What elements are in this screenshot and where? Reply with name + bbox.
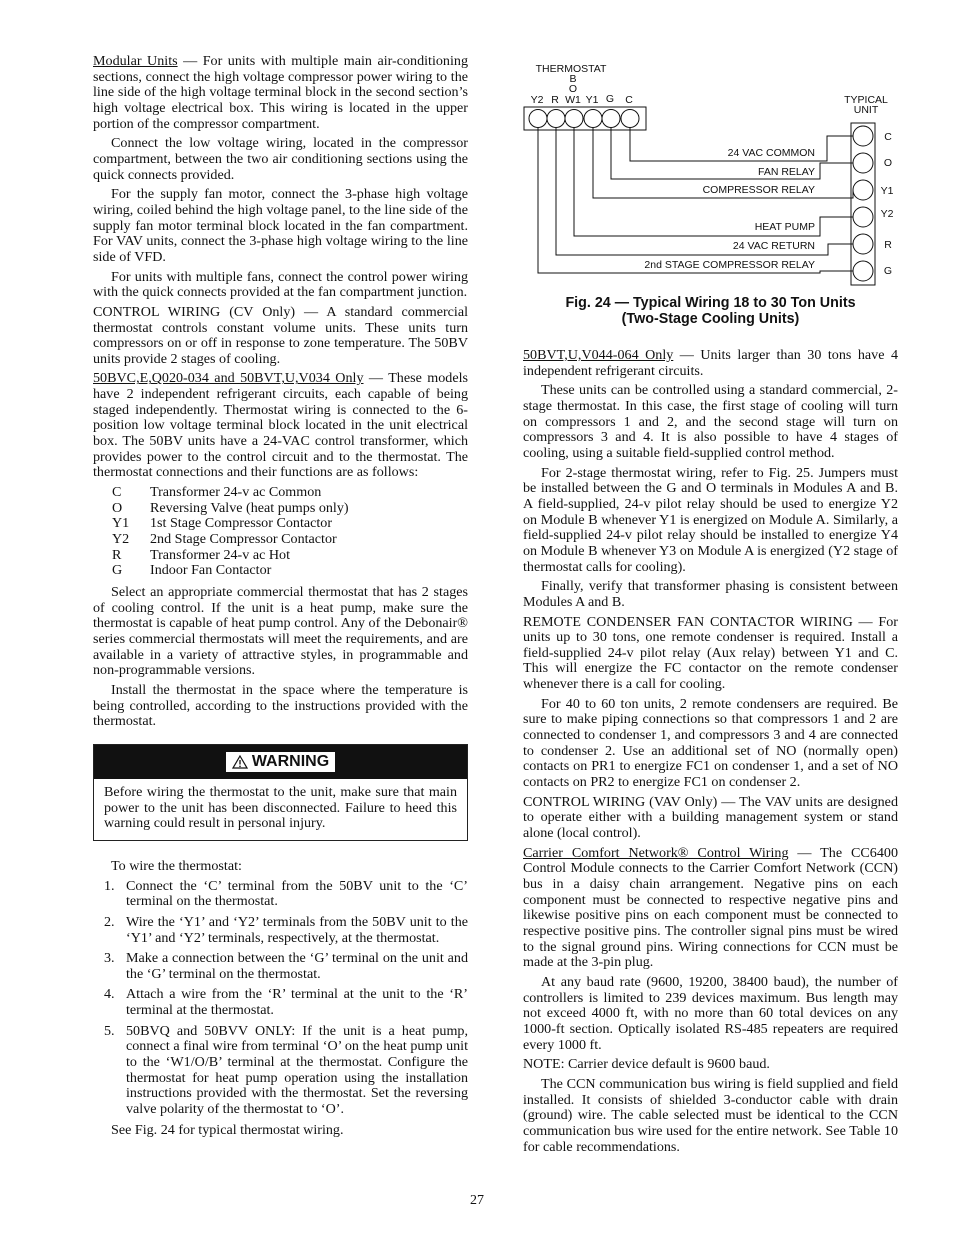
- unit-terminal-label: Y2: [880, 208, 894, 220]
- terminal-key: G: [112, 562, 123, 579]
- stat-terminal: [529, 110, 547, 128]
- warning-header: [94, 745, 467, 779]
- terminal-desc: 2nd Stage Compressor Contactor: [150, 531, 337, 548]
- stat-terminal-label: Y2: [530, 94, 544, 106]
- terminal-row: [112, 516, 468, 532]
- unit-terminal-label: O: [883, 157, 893, 169]
- figure-caption-line: (Two-Stage Cooling Units): [621, 311, 800, 327]
- paragraph: Install the thermostat in the space where the temperature is being controlled, according to the instructions provided with the thermostat.: [93, 681, 468, 730]
- thermostat-o-label: O: [568, 83, 578, 95]
- list-item: [93, 879, 468, 910]
- warning-label-text: WARNING: [251, 753, 330, 771]
- terminal-desc: Transformer 24-v ac Common: [150, 484, 322, 501]
- terminal-row: [112, 485, 468, 501]
- wire-label: HEAT PUMP: [754, 221, 815, 233]
- section-title: Modular Units: [93, 53, 178, 69]
- paragraph-text: — For units with multiple main air-conditioning sections, connect the high voltage compressor power wiring to the line side of the high voltage terminal block in the second section’s high voltage electrical box. This wiring is located in the upper portion of the compressor compartment.: [93, 53, 468, 132]
- unit-terminal: [853, 261, 873, 281]
- unit-label: UNIT: [853, 104, 879, 116]
- wire-label: COMPRESSOR RELAY: [702, 184, 815, 196]
- wire-label: 24 VAC RETURN: [732, 240, 815, 252]
- paragraph: Finally, verify that transformer phasing is consistent between Modules A and B.: [523, 578, 898, 610]
- stat-terminal: [602, 110, 620, 128]
- paragraph-text: — The CC6400 Control Module connects to the Carrier Comfort Network (CCN) bus in a daisy chain arrangement. Negative pins on each component must be connected to respective negative pins and likewise positive pins on each component must be connected to respective positive pins. The controller signal pins must be wired to the signal ground pins. Wiring connections for CCN must be made at the 3-pin plug.: [523, 844, 898, 971]
- stat-terminal-label: Y1: [585, 94, 599, 106]
- terminal-key: O: [112, 499, 123, 516]
- step-number: 4.: [104, 986, 115, 1003]
- paragraph: [523, 846, 898, 971]
- list-item: [93, 951, 468, 982]
- wiring-diagram: [523, 58, 903, 298]
- terminal-row: [112, 548, 468, 564]
- paragraph: For 2-stage thermostat wiring, refer to Fig. 25. Jumpers must be installed between the G and O terminals in Modules A and B. A field-supplied, 24-v pilot relay should be used to energize Y2 on Module B whenever Y1 is energized on Module A. Similarly, a field-supplied 24-v pilot relay should be installed to energize Y4 on Module B whenever Y3 on Module A is energized (Y2 stage of thermostat calls for cooling).: [523, 464, 898, 575]
- paragraph: Select an appropriate commercial thermostat that has 2 stages of cooling control. If the unit is a heat pump, make sure the thermostat is capable of heat pump control. Any of the Debonair® series commercial thermostats will meet the requirements, and are available in a variety of attractive styles, in programmable and non-programmable versions.: [93, 584, 468, 679]
- stat-terminal-label: C: [625, 94, 633, 106]
- step-number: 5.: [104, 1022, 115, 1039]
- step-text: Make a connection between the ‘G’ terminal on the unit and the ‘G’ terminal on the thermostat.: [126, 950, 468, 982]
- paragraph: [93, 371, 468, 481]
- paragraph-text: — These models have 2 independent refrigerant circuits, each capable of being staged independently. Thermostat wiring is connected to the 6-position low voltage terminal block located in the unit electrical box. The 50BV units have a 24-VAC control transformer, which provides power to the control circuit and to the thermostat. The thermostat connections and their functions are as follows:: [93, 370, 468, 481]
- terminal-desc: 1st Stage Compressor Contactor: [150, 515, 333, 532]
- step-text: Wire the ‘Y1’ and ‘Y2’ terminals from the 50BV unit to the ‘Y1’ and ‘Y2’ terminals, respectively, at the thermostat.: [126, 913, 468, 946]
- section-title: 50BVC,E,Q020-034 and 50BVT,U,V034 Only: [93, 370, 364, 387]
- terminal-desc: Transformer 24-v ac Hot: [150, 546, 290, 563]
- terminal-list: [112, 485, 468, 579]
- paragraph: These units can be controlled using a standard commercial, 2-stage thermostat. In this case, the first stage of cooling will turn on compressors 1 and 2, and the second stage will turn on compressors 3 and 4. It is also possible to have 4 stages of cooling, using a suitable field-supplied control method.: [523, 382, 898, 461]
- step-number: 3.: [104, 950, 115, 967]
- unit-terminal-label: R: [884, 239, 892, 251]
- warning-triangle-icon: [232, 755, 248, 769]
- thermostat-b-label: B: [569, 73, 577, 85]
- unit-terminal: [853, 207, 873, 227]
- wire-label: 24 VAC COMMON: [727, 147, 815, 159]
- list-item: [93, 1024, 468, 1118]
- unit-terminal-label: Y1: [880, 185, 894, 197]
- stat-terminal: [547, 110, 565, 128]
- stat-terminal: [565, 110, 583, 128]
- stat-terminal-label: W1: [565, 94, 581, 106]
- left-column: [93, 54, 468, 1142]
- page-number: 27: [470, 1193, 484, 1208]
- paragraph: REMOTE CONDENSER FAN CONTACTOR WIRING — For units up to 30 tons, one remote condenser is required. Install a field-supplied 24-v pilot relay (Aux relay) between Y1 and C. This will energize the FC contactor on the remote condenser whenever there is a call for cooling.: [523, 613, 898, 693]
- wire-label: 2nd STAGE COMPRESSOR RELAY: [644, 259, 815, 271]
- paragraph: [523, 348, 898, 379]
- paragraph: Connect the low voltage wiring, located in the compressor compartment, between the two air conditioning sections using the quick connects provided.: [93, 135, 468, 183]
- paragraph: For the supply fan motor, connect the 3-phase high voltage wiring, coiled behind the high voltage panel, to the line side of the supply fan motor terminal block located in the fan compartment. For VAV units, connect the 3-phase high voltage wiring to the line side of VFD.: [93, 186, 468, 265]
- terminal-desc: Reversing Valve (heat pumps only): [150, 499, 349, 516]
- thermostat-label: THERMOSTAT: [535, 63, 607, 75]
- step-number: 2.: [104, 913, 115, 930]
- right-column: [523, 348, 898, 1159]
- terminal-row: [112, 532, 468, 548]
- figure-caption: [523, 295, 898, 327]
- terminal-key: C: [112, 484, 122, 501]
- terminal-key: R: [112, 546, 122, 563]
- paragraph: CONTROL WIRING (VAV Only) — The VAV units are designed to operate either with a building management system or stand alone (local control).: [523, 793, 898, 842]
- wire-label: FAN RELAY: [758, 166, 815, 178]
- step-text: 50BVQ and 50BVV ONLY: If the unit is a heat pump, connect a final wire from terminal ‘O’ on the heat pump unit to the ‘W1/O/B’ terminal at the thermostat. Configure the thermostat for heat pump operation using the installation instructions provided with the thermostat. Set the reversing valve polarity of the thermostat to ‘O’.: [126, 1022, 468, 1118]
- paragraph: NOTE: Carrier device default is 9600 baud.: [523, 1056, 770, 1073]
- terminal-key: Y1: [112, 515, 130, 532]
- stat-terminal-label: G: [605, 93, 615, 105]
- terminal-key: Y2: [112, 531, 130, 548]
- steps-list: [93, 879, 468, 1118]
- list-item: [93, 987, 468, 1018]
- paragraph: For units with multiple fans, connect the control power wiring with the quick connects provided at the fan compartment junction.: [93, 268, 468, 301]
- unit-label: TYPICAL: [844, 94, 888, 106]
- warning-box: [93, 744, 468, 841]
- unit-terminal: [853, 180, 873, 200]
- terminal-desc: Indoor Fan Contactor: [150, 562, 272, 579]
- terminal-row: [112, 563, 468, 579]
- figure-caption-line: Fig. 24 — Typical Wiring 18 to 30 Ton Units: [565, 295, 856, 311]
- step-number: 1.: [104, 877, 115, 894]
- paragraph-text: — Units larger than 30 tons have 4 independent refrigerant circuits.: [523, 347, 898, 379]
- step-text: Connect the ‘C’ terminal from the 50BV unit to the ‘C’ terminal on the thermostat.: [126, 877, 468, 910]
- paragraph: For 40 to 60 ton units, 2 remote condensers are required. Be sure to make piping connections so that compressors 1 and 2 are connected to condenser 1, and compressors 3 and 4 are connected to condenser 2. Use an additional set of NO (normally open) contacts on PR1 to energize FC1 on condenser 1, and a set of NO contacts on PR2 to energize FC1 on condenser 2.: [523, 695, 898, 791]
- terminal-row: [112, 501, 468, 517]
- paragraph: At any baud rate (9600, 19200, 38400 baud), the number of controllers is limited to 239 devices maximum. Bus length may not exceed 4000 ft, with no more than 60 total devices on any 1000-ft section. Optically isolated RS-485 repeaters are required every 1000 ft.: [523, 973, 898, 1053]
- paragraph: CONTROL WIRING (CV Only) — A standard commercial thermostat controls constant volume units. These units turn compressors on or off in response to zone temperature. The 50BV units provide 2 stages of cooling.: [93, 303, 468, 367]
- stat-terminal-label: R: [551, 94, 559, 106]
- unit-terminal: [853, 234, 873, 254]
- stat-terminal: [621, 110, 639, 128]
- section-title: 50BVT,U,V044-064 Only: [523, 347, 674, 363]
- unit-terminal: [853, 153, 873, 173]
- wire-heat-pump: [574, 128, 853, 236]
- steps-intro: To wire the thermostat:: [111, 857, 242, 874]
- section-title: Carrier Comfort Network® Control Wiring: [523, 844, 789, 861]
- warning-text: Before wiring the thermostat to the unit, make sure that main power to the unit has been disconnected. Failure to heed this warning could result in personal injury.: [104, 783, 457, 832]
- see-figure-note: See Fig. 24 for typical thermostat wiring.: [111, 1121, 344, 1138]
- unit-terminal-label: G: [883, 265, 893, 277]
- stat-terminal: [584, 110, 602, 128]
- warning-label: [226, 752, 335, 772]
- step-text: Attach a wire from the ‘R’ terminal at the unit to the ‘R’ terminal at the thermostat.: [126, 986, 468, 1019]
- unit-terminal-label: C: [884, 131, 892, 143]
- list-item: [93, 915, 468, 946]
- unit-terminal: [853, 126, 873, 146]
- paragraph: The CCN communication bus wiring is field supplied and field installed. It consists of shielded 3-conductor cable with drain (ground) wire. The cable selected must be identical to the CCN communication bus wire used for the entire network. See Table 10 for cable recommendations.: [523, 1075, 898, 1155]
- paragraph: [93, 54, 468, 132]
